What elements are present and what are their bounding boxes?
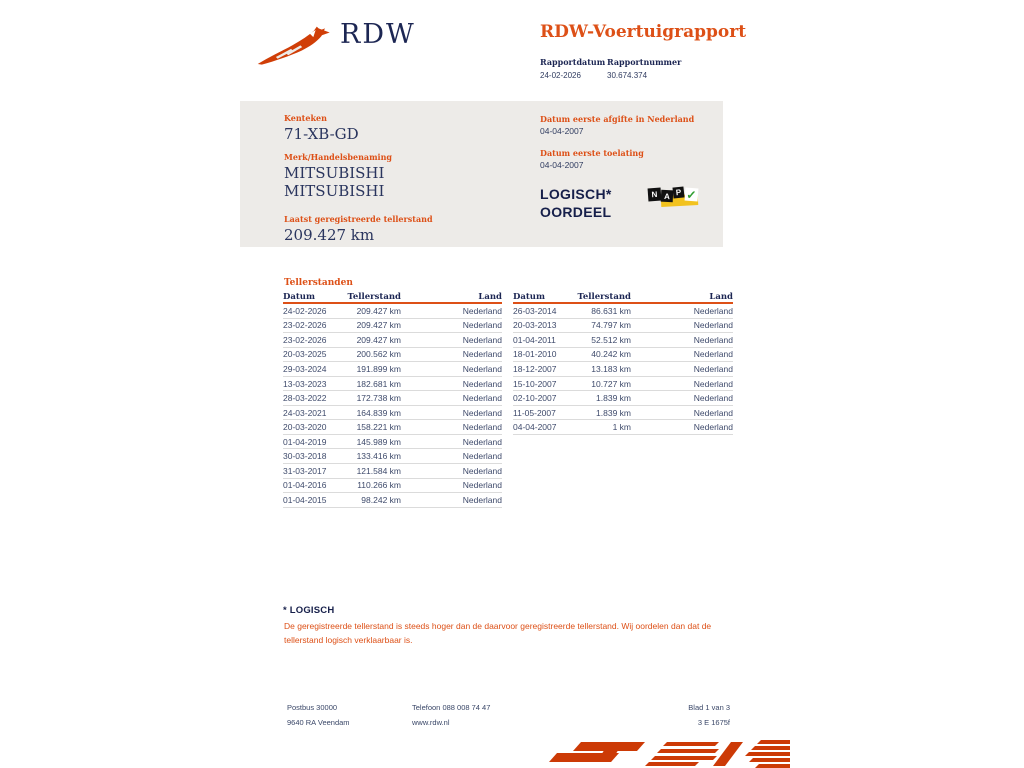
table-row <box>513 391 733 406</box>
table-cell: Nederland <box>462 480 502 491</box>
merk-label: Merk/Handelsbenaming <box>284 152 393 162</box>
table-cell: Nederland <box>462 407 502 418</box>
rdw-decorative-stripes <box>545 740 790 768</box>
table-cell: 209.427 km <box>356 305 401 316</box>
table-cell: 74.797 km <box>591 320 631 331</box>
tellerstanden-table-left <box>283 291 502 508</box>
table-cell: 28-03-2022 <box>283 393 327 404</box>
table-cell: Nederland <box>462 451 502 462</box>
nap-checkmark-icon: ✓ <box>685 187 698 202</box>
footer-contact <box>412 701 490 730</box>
footer-address <box>287 701 350 730</box>
oordeel-line-2: OORDEEL <box>540 204 612 220</box>
footer-form-code: 3 E 1675f <box>697 717 730 727</box>
table-cell: 02-10-2007 <box>513 393 557 404</box>
table-cell: 1.839 km <box>596 407 631 418</box>
table-row <box>283 333 502 348</box>
eerste-toelating-label: Datum eerste toelating <box>540 148 644 158</box>
table-row <box>513 420 733 435</box>
table-cell: Nederland <box>462 393 502 404</box>
table-row <box>513 362 733 377</box>
table-cell: 145.989 km <box>356 436 401 447</box>
table-cell: 04-04-2007 <box>513 422 557 433</box>
eerste-afgifte-value: 04-04-2007 <box>540 126 584 136</box>
table-cell: Nederland <box>462 494 502 505</box>
rdw-logo <box>256 18 416 68</box>
footer-page-info <box>688 701 730 730</box>
merk-value-1: MITSUBISHI <box>284 164 385 182</box>
footnote-title: * LOGISCH <box>283 605 335 616</box>
table-cell: 1.839 km <box>596 393 631 404</box>
kenteken-value: 71-XB-GD <box>284 125 359 143</box>
table-cell: Nederland <box>462 363 502 374</box>
table-cell: 20-03-2020 <box>283 422 327 433</box>
table-cell: 86.631 km <box>591 305 631 316</box>
table-cell: Nederland <box>693 320 733 331</box>
table-cell: Nederland <box>462 320 502 331</box>
table-row <box>283 449 502 464</box>
tellerstanden-section-title: Tellerstanden <box>284 278 353 288</box>
table-row <box>283 479 502 494</box>
table-cell: Nederland <box>693 363 733 374</box>
table-cell: 13-03-2023 <box>283 378 327 389</box>
report-number-value: 30.674.374 <box>607 71 648 80</box>
table-cell: Nederland <box>462 378 502 389</box>
column-header-tellerstand: Tellerstand <box>347 291 401 302</box>
footnote-text: De geregistreerde tellerstand is steeds hoger dan de daarvoor geregistreerde tellerstand. Wij oordelen dan dat de tellerstand logisch verklaarbaar is. <box>284 621 712 645</box>
table-row <box>283 377 502 392</box>
table-row <box>283 319 502 334</box>
table-cell: 26-03-2014 <box>513 305 557 316</box>
table-header <box>513 291 733 304</box>
report-number-block <box>607 57 681 80</box>
table-row <box>283 304 502 319</box>
table-cell: 133.416 km <box>356 451 401 462</box>
nap-letter-a: A <box>661 190 674 203</box>
table-cell: 01-04-2016 <box>283 480 327 491</box>
column-header-land: Land <box>478 291 502 302</box>
table-row <box>283 348 502 363</box>
table-row <box>513 348 733 363</box>
table-cell: 23-02-2026 <box>283 334 327 345</box>
table-row <box>283 391 502 406</box>
nap-letter-n: N <box>648 188 662 202</box>
tellerstanden-table-right <box>513 291 733 435</box>
table-row <box>283 420 502 435</box>
column-header-tellerstand: Tellerstand <box>577 291 631 302</box>
table-cell: Nederland <box>693 305 733 316</box>
table-row <box>283 435 502 450</box>
rdw-wordmark: RDW <box>340 19 416 50</box>
report-meta <box>540 57 681 80</box>
report-date-label: Rapportdatum <box>540 57 606 67</box>
table-body <box>283 304 502 508</box>
column-header-datum: Datum <box>513 291 545 302</box>
table-cell: Nederland <box>693 378 733 389</box>
vehicle-summary-box <box>240 101 723 247</box>
laatste-tellerstand-label: Laatst geregistreerde tellerstand <box>284 214 433 224</box>
table-cell: 30-03-2018 <box>283 451 327 462</box>
table-cell: Nederland <box>462 465 502 476</box>
table-row <box>513 377 733 392</box>
table-cell: 18-01-2010 <box>513 349 557 360</box>
table-cell: Nederland <box>693 349 733 360</box>
rdw-bird-icon <box>256 18 332 68</box>
table-cell: 01-04-2019 <box>283 436 327 447</box>
table-row <box>283 493 502 508</box>
column-header-land: Land <box>709 291 733 302</box>
eerste-toelating-value: 04-04-2007 <box>540 160 584 170</box>
table-cell: 200.562 km <box>356 349 401 360</box>
footer-page-number: Blad 1 van 3 <box>688 703 730 712</box>
oordeel-line-1: LOGISCH* <box>540 186 612 202</box>
table-cell: 10.727 km <box>591 378 631 389</box>
table-cell: 121.584 km <box>356 465 401 476</box>
report-date-value: 24-02-2026 <box>540 71 581 80</box>
report-title: RDW-Voertuigrapport <box>540 22 747 42</box>
table-cell: 52.512 km <box>591 334 631 345</box>
table-cell: 31-03-2017 <box>283 465 327 476</box>
table-row <box>513 319 733 334</box>
table-cell: 01-04-2011 <box>513 334 556 345</box>
table-cell: 172.738 km <box>356 393 401 404</box>
merk-value-2: MITSUBISHI <box>284 182 385 200</box>
table-cell: 20-03-2013 <box>513 320 557 331</box>
column-header-datum: Datum <box>283 291 315 302</box>
table-cell: Nederland <box>462 305 502 316</box>
table-row <box>283 406 502 421</box>
report-date-block <box>540 57 606 80</box>
table-cell: 209.427 km <box>356 334 401 345</box>
summary-left-column <box>284 113 433 244</box>
table-cell: 23-02-2026 <box>283 320 327 331</box>
table-row <box>283 464 502 479</box>
table-cell: 24-03-2021 <box>283 407 327 418</box>
table-cell: 1 km <box>612 422 631 433</box>
table-cell: 164.839 km <box>356 407 401 418</box>
table-cell: Nederland <box>693 407 733 418</box>
table-cell: Nederland <box>462 349 502 360</box>
table-cell: 209.427 km <box>356 320 401 331</box>
table-cell: 182.681 km <box>356 378 401 389</box>
nap-logo <box>648 184 700 210</box>
table-cell: 191.899 km <box>356 363 401 374</box>
table-cell: 01-04-2015 <box>283 494 327 505</box>
table-cell: 29-03-2024 <box>283 363 327 374</box>
table-cell: 11-05-2007 <box>513 407 556 418</box>
table-cell: 110.266 km <box>357 480 401 491</box>
table-body <box>513 304 733 435</box>
table-header <box>283 291 502 304</box>
table-cell: Nederland <box>693 422 733 433</box>
footer-address-line-1: Postbus 30000 <box>287 703 338 712</box>
kenteken-label: Kenteken <box>284 113 327 123</box>
table-cell: 15-10-2007 <box>513 378 557 389</box>
footer-address-line-2: 9640 RA Veendam <box>287 717 350 727</box>
table-cell: 13.183 km <box>591 363 631 374</box>
table-cell: 24-02-2026 <box>283 305 327 316</box>
table-row <box>283 362 502 377</box>
table-row <box>513 333 733 348</box>
footer-phone: Telefoon 088 008 74 47 <box>412 703 491 712</box>
table-cell: Nederland <box>462 436 502 447</box>
table-cell: Nederland <box>462 422 502 433</box>
table-cell: Nederland <box>693 393 733 404</box>
table-cell: Nederland <box>693 334 733 345</box>
table-cell: 18-12-2007 <box>513 363 557 374</box>
table-row <box>513 304 733 319</box>
eerste-afgifte-label: Datum eerste afgifte in Nederland <box>540 114 695 124</box>
table-row <box>513 406 733 421</box>
report-number-label: Rapportnummer <box>607 57 682 67</box>
laatste-tellerstand-value: 209.427 km <box>284 226 375 244</box>
table-cell: Nederland <box>462 334 502 345</box>
footer-website: www.rdw.nl <box>412 717 450 727</box>
nap-letter-p: P <box>672 186 684 198</box>
table-cell: 20-03-2025 <box>283 349 327 360</box>
table-cell: 158.221 km <box>356 422 401 433</box>
table-cell: 98.242 km <box>361 494 401 505</box>
table-cell: 40.242 km <box>591 349 631 360</box>
